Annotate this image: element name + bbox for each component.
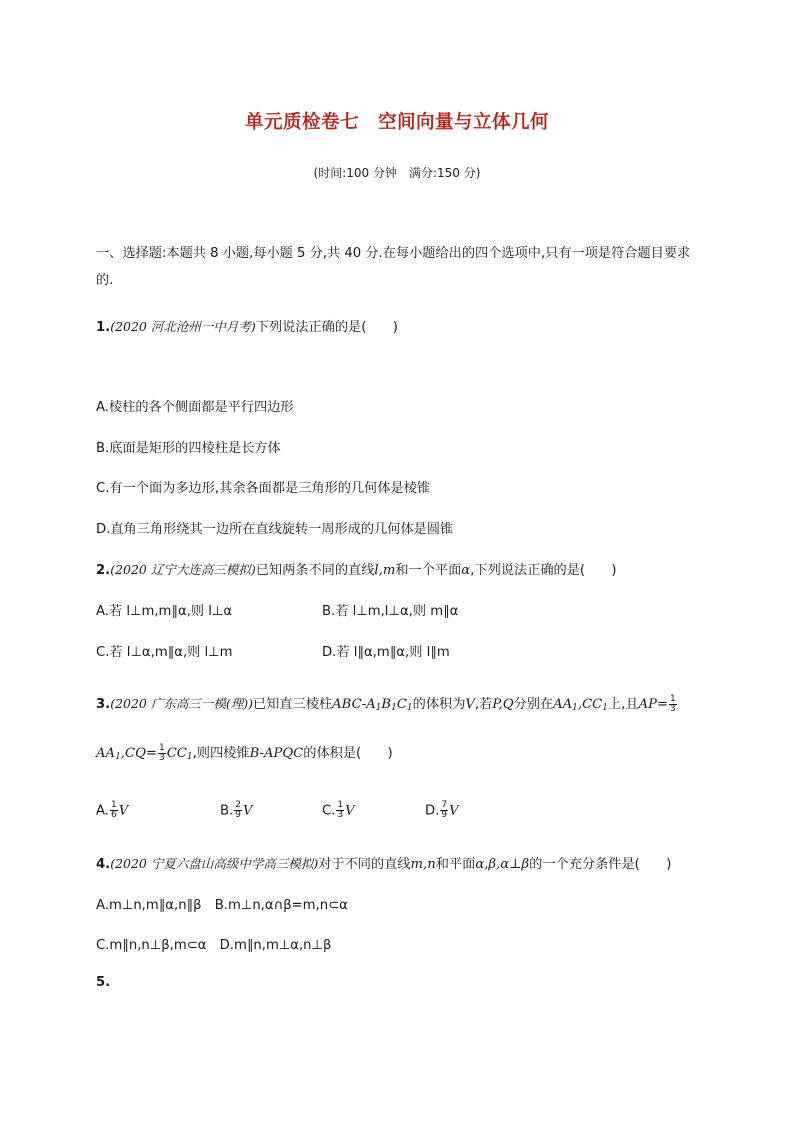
page-title: 单元质检卷七 空间向量与立体几何 xyxy=(244,112,549,133)
question-source: (2020 宁夏六盘山高级中学高三模拟) xyxy=(110,856,319,871)
question-text: 已知两条不同的直线 xyxy=(255,563,375,578)
question-text: 和一个平面 xyxy=(395,563,462,578)
fraction: $\frac{1}{3}$ xyxy=(670,693,676,714)
option-b: B.底面是矩形的四棱柱是长方体 xyxy=(96,441,281,456)
option-c: C.若 l⊥α,m∥α,则 l⊥m xyxy=(96,645,233,660)
math-expr: α,β,α⊥β xyxy=(475,857,530,872)
option-a: A.若 l⊥m,m∥α,则 l⊥α xyxy=(96,604,233,619)
option-b: B.若 l⊥m,l⊥α,则 m∥α xyxy=(322,604,459,619)
question-1-stem xyxy=(96,316,398,335)
math-vars: l,m xyxy=(374,563,396,578)
question-text: 对于不同的直线 xyxy=(318,857,411,872)
question-3-stem-line2: $AA_1,CQ=$ $\frac{1}{3}$ $CC_1$,则四棱锥B-APQC的体积是( ) xyxy=(96,742,393,763)
math-solid: B-APQC xyxy=(249,746,304,761)
math-plane: α xyxy=(461,563,471,578)
option-a: A. $\frac{1}{6}$ V xyxy=(96,800,129,820)
question-5-number: 5. xyxy=(96,975,111,990)
question-source: (2020 辽宁大连高三模拟) xyxy=(110,562,256,577)
option-d: D. $\frac{7}{9}$ V xyxy=(425,800,459,820)
question-text: 的体积为 xyxy=(412,697,466,712)
question-text: 和平面 xyxy=(435,857,476,872)
question-number: 1. xyxy=(96,320,111,335)
option-a: A.棱柱的各个侧面都是平行四边形 xyxy=(96,400,294,415)
question-text: 的体积是( ) xyxy=(303,746,393,761)
option-a-b: A.m⊥n,m∥α,n∥β B.m⊥n,α∩β=m,n⊂α xyxy=(96,898,348,913)
option-d: D.若 l∥α,m∥α,则 l∥m xyxy=(322,645,450,660)
option-d: D.直角三角形绕其一边所在直线旋转一周形成的几何体是圆锥 xyxy=(96,522,454,537)
exam-meta: (时间:100 分钟 满分:150 分) xyxy=(313,166,481,180)
question-number: 3. xyxy=(96,697,111,712)
question-4-stem xyxy=(96,853,671,872)
question-text: 的一个充分条件是( ) xyxy=(529,857,672,872)
question-text: 下列说法正确的是( ) xyxy=(255,320,398,335)
option-c-d: C.m∥n,n⊥β,m⊂α D.m∥n,m⊥α,n⊥β xyxy=(96,938,332,953)
question-number: 2. xyxy=(96,563,111,578)
question-text: ,若 xyxy=(474,697,493,712)
question-2-stem xyxy=(96,559,617,578)
math-expr: $AA_1,CQ$ xyxy=(96,746,146,762)
question-text: 已知直三棱柱 xyxy=(252,697,333,712)
option-c: C. $\frac{1}{3}$ V xyxy=(322,800,355,820)
option-b: B. $\frac{2}{9}$ V xyxy=(220,800,253,820)
question-number: 4. xyxy=(96,857,111,872)
math-volume: V xyxy=(465,697,475,712)
fraction: $\frac{1}{3}$ xyxy=(158,742,165,763)
question-source: (2020 河北沧州一中月考) xyxy=(110,319,256,334)
math-expr: $CC_1$ xyxy=(166,746,193,762)
question-text: ,下列说法正确的是( ) xyxy=(470,563,617,578)
option-c: C.有一个面为多边形,其余各面都是三角形的几何体是棱锥 xyxy=(96,481,431,496)
question-source: (2020 广东高三一模(理)) xyxy=(110,696,253,711)
question-3-stem: 3.(2020 广东高三一模(理))已知直三棱柱ABC-$A_1B_1C_1$的体积为V,若P,Q分别在$AA_1,CC_1$上,且AP= $\frac{1}{3}$ xyxy=(96,693,676,714)
math-points: P,Q xyxy=(492,697,514,712)
math-edges: $AA_1,CC_1$ xyxy=(553,697,608,713)
section-heading: 一、选择题:本题共 8 小题,每小题 5 分,共 40 分.在每小题给出的四个选项中,只有一项是符合题目要求的. xyxy=(96,246,691,288)
question-text: ,则四棱锥 xyxy=(192,746,250,761)
math-ap: AP xyxy=(638,697,657,712)
math-prism: ABC-$A_1B_1C_1$ xyxy=(332,697,413,713)
question-text: 分别在 xyxy=(513,697,554,712)
math-vars: m,n xyxy=(410,857,436,872)
question-text: 上,且 xyxy=(607,697,639,712)
